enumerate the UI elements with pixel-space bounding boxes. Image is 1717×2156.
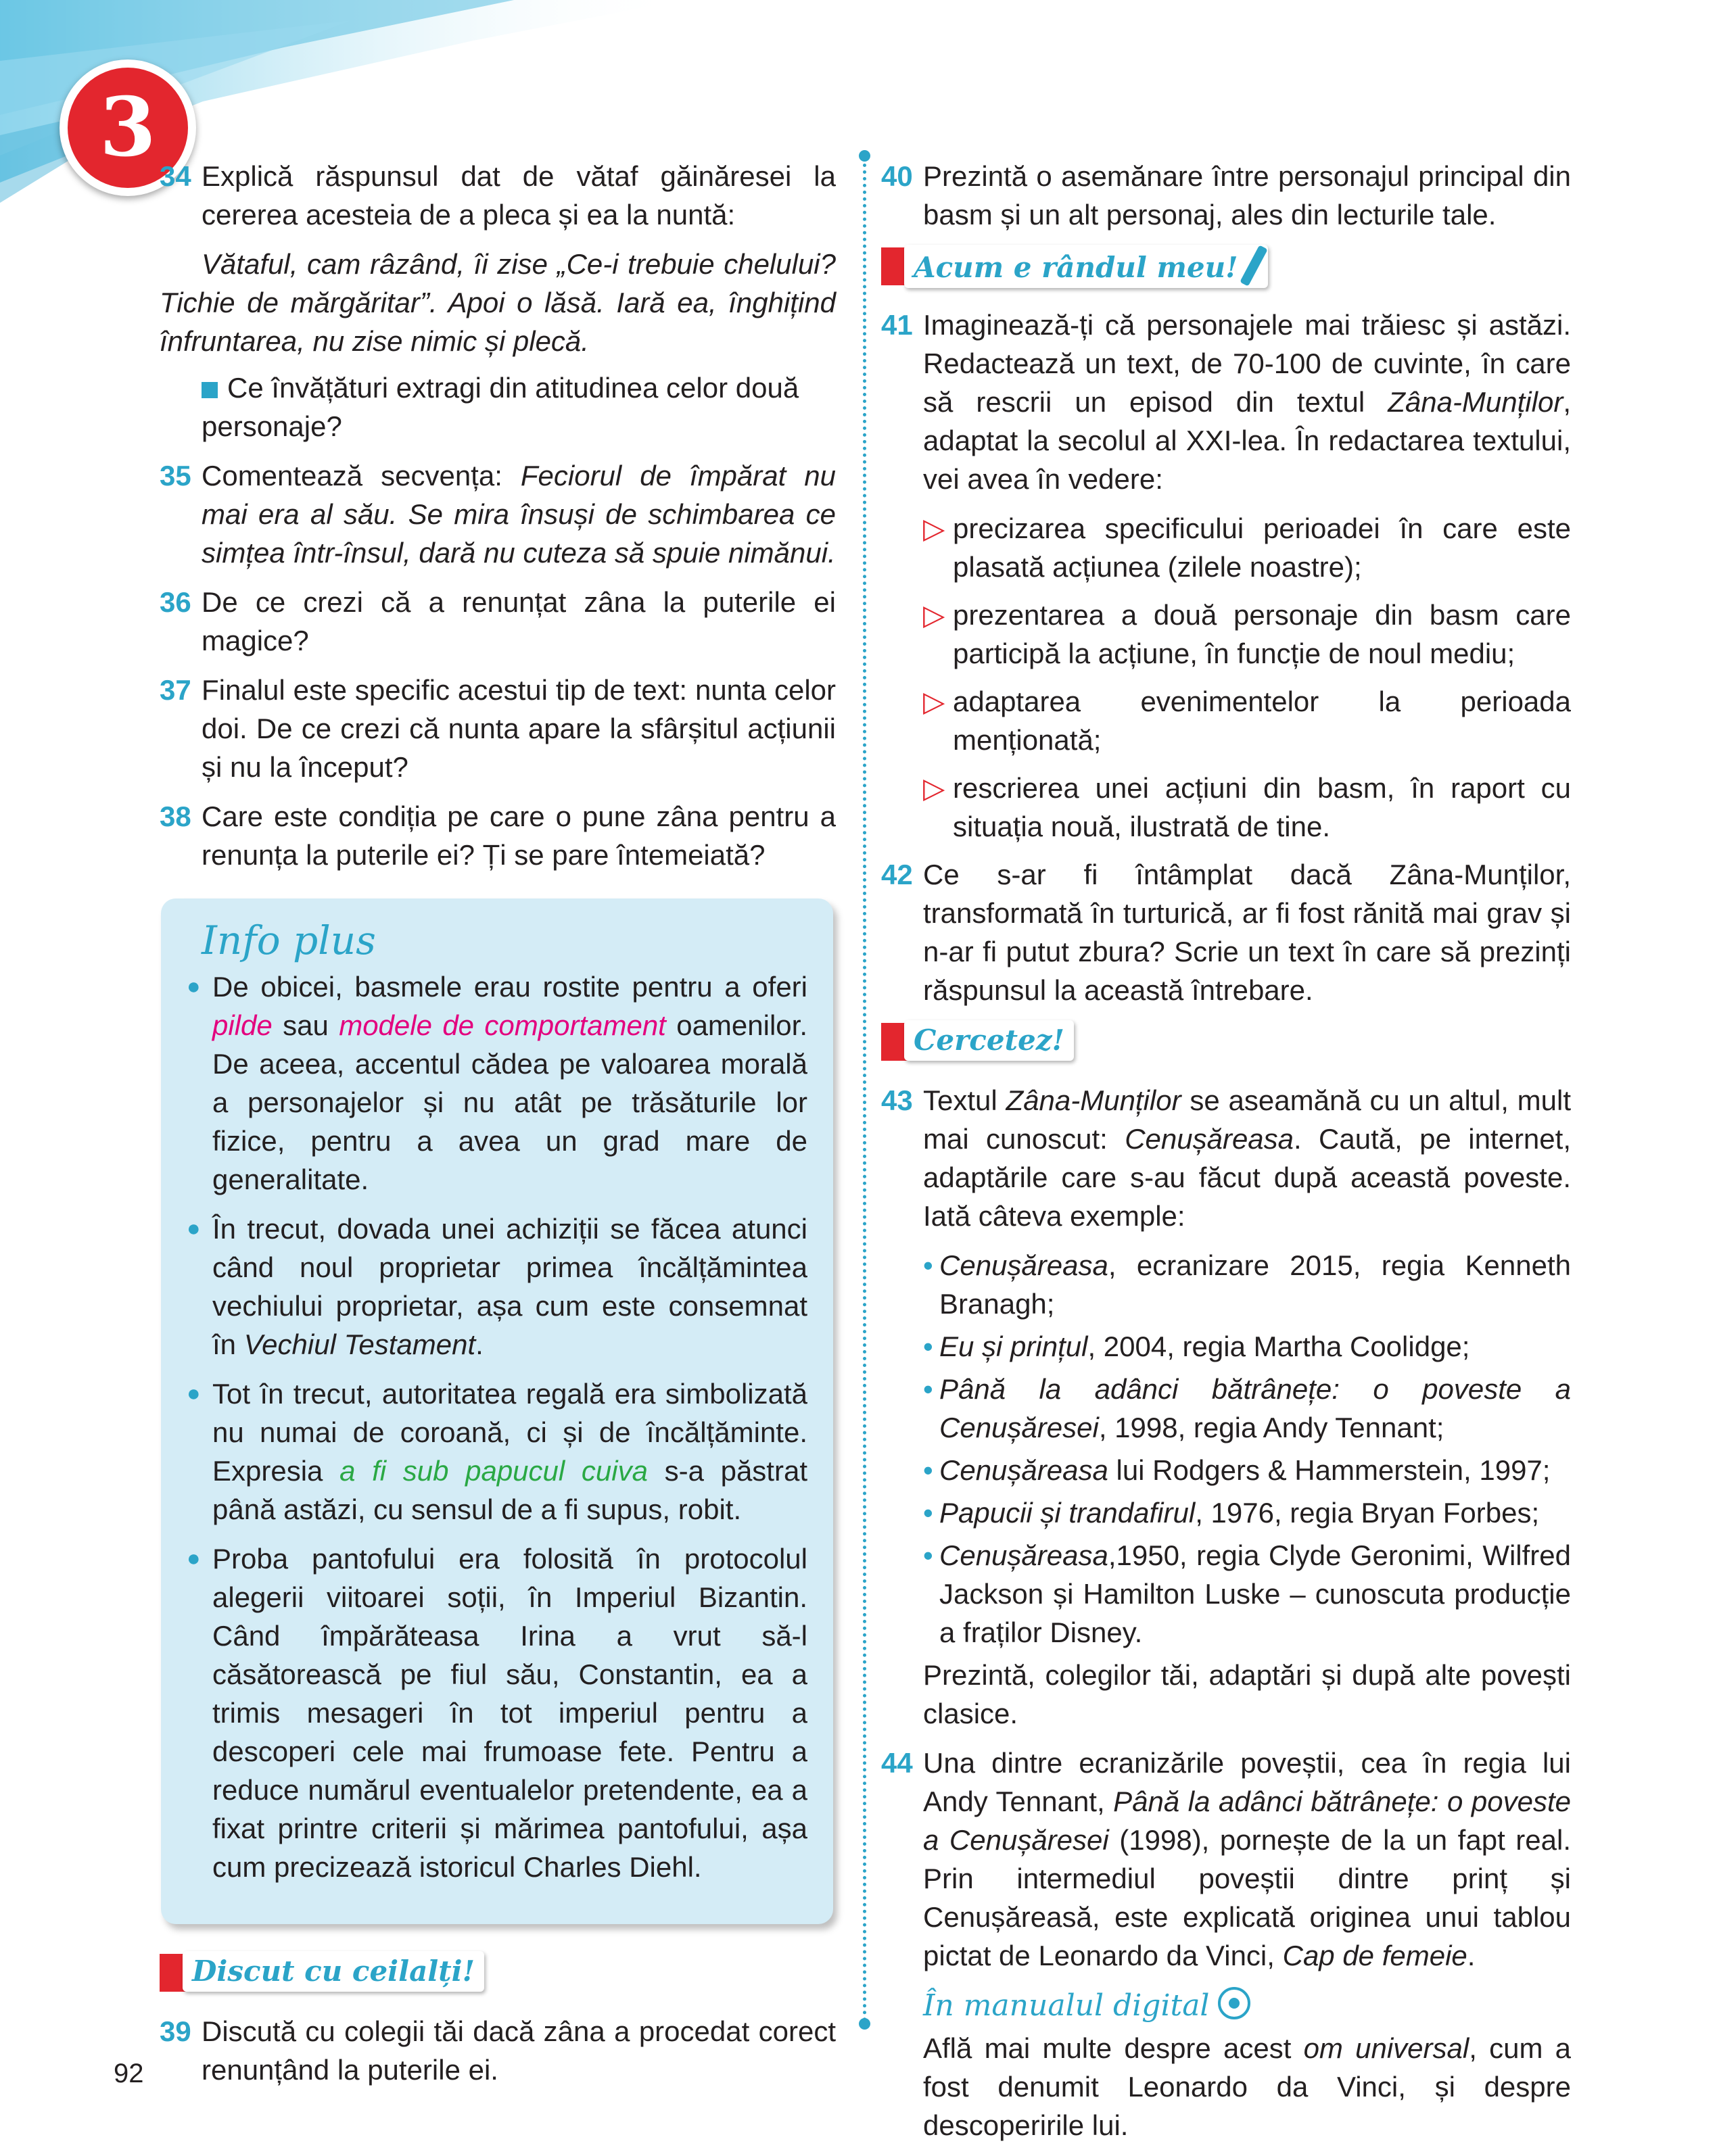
digital-manual-heading[interactable] [923, 1986, 1571, 2026]
exercise-36 [160, 583, 836, 660]
exercise-43 [881, 1081, 1571, 1235]
film-title: Până la adânci bătrânețe: o poveste a Cenușăresei [939, 1373, 1571, 1443]
chapter-badge: 3 [60, 59, 196, 196]
exercise-text: , adaptat la secolul al XXI-lea. În redactarea textului, vei avea în vedere: [923, 386, 1571, 495]
digital-text: Află mai multe despre acest [923, 2032, 1304, 2064]
exercise-text: Una dintre ecranizările poveștii, cea în regia lui Andy Tennant, [923, 1747, 1571, 1817]
film-title: Eu și prințul [939, 1331, 1088, 1362]
exercise-number: 37 [160, 674, 191, 706]
digital-manual-title: În manualul digital [923, 1988, 1210, 2023]
info-text: Proba pantofului era folosită în protocolul alegerii viitoarei soții, în Imperiul Bizantin. Când împărăteasa Irina a vrut să-l căsătorească pe fiul său, Constantin, ea a trimis mesageri în tot imperiul pentru a descoperi cele mai frumoase fete. Pentru a reduce numărul eventualelor pretendente, ea a fixat printre criterii și mărimea pantofului, așa cum precizează istoricul Charles Diehl. [212, 1543, 807, 1883]
section-cercetez [881, 1020, 1571, 1063]
adaptation-item [923, 1246, 1571, 1323]
exercise-35 [160, 456, 836, 572]
right-column [881, 157, 1571, 2155]
book-title: Vechiul Testament [243, 1328, 476, 1360]
pen-icon [1240, 245, 1267, 286]
requirement-item: ▷ rescrierea unei acțiuni din basm, în raport cu situația nouă, ilustrată de tine. [923, 769, 1571, 846]
section-discut [160, 1951, 836, 1994]
film-details: , ecranizare 2015, regia Kenneth Branagh; [939, 1249, 1571, 1320]
film-title: Cenușăreasa [939, 1454, 1108, 1486]
info-bullet [187, 1374, 807, 1529]
exercise-text: Comentează secvența: [202, 460, 521, 492]
text-title: Cenușăreasa [1125, 1123, 1294, 1155]
exercise-text: . [1467, 1940, 1476, 1971]
exercise-number: 34 [160, 160, 191, 192]
exercise-42 [881, 855, 1571, 1009]
exercise-text: Imaginează-ți că personajele mai trăiesc și astăzi. Redactează un text, de 70-100 de cuvinte, în care să rescrii un episod din textul [923, 309, 1571, 418]
exercise-text: se aseamănă cu un altul, mult mai cunoscut: [923, 1084, 1571, 1155]
quote-text: Vătaful, cam râzând, îi zise „Ce-i trebuie chelului? Tichie de mărgăritar”. Apoi o lăsă. Iară ea, înghițind înfruntarea, nu zise nimic și plecă. [160, 248, 836, 357]
exercise-number: 36 [160, 586, 191, 618]
highlight-text: pilde [212, 1009, 273, 1041]
adaptation-item [923, 1370, 1571, 1447]
info-plus-title: Info plus [202, 917, 376, 963]
film-details: ,1950, regia Clyde Geronimi, Wilfred Jackson și Hamilton Luske – cunoscuta producție a fraților Disney. [939, 1539, 1571, 1648]
info-bullet [187, 1539, 807, 1886]
info-text: sau [272, 1009, 339, 1041]
exercise-44 [881, 1744, 1571, 1975]
exercise-number: 41 [881, 309, 913, 341]
requirement-item: ▷ adaptarea evenimentelor la perioada menționată; [923, 682, 1571, 759]
exercise-40 [881, 157, 1571, 234]
adaptation-item [923, 1451, 1571, 1489]
info-text: . [475, 1328, 484, 1360]
exercise-number: 44 [881, 1747, 913, 1779]
exercise-text: Prezintă o asemănare între personajul principal din basm și un alt personaj, ales din lecturile tale. [923, 160, 1571, 231]
adaptation-item [923, 1493, 1571, 1532]
film-details: lui Rodgers & Hammerstein, 1997; [1108, 1454, 1551, 1486]
exercise-37 [160, 671, 836, 786]
exercise-text: (1998), pornește de la un fapt real. Prin intermediul poveștii dintre prinț și Cenușăreasă, este explicată originea unui tablou pictat de Leonardo da Vinci, [923, 1824, 1571, 1971]
exercise-number: 43 [881, 1084, 913, 1116]
section-title [904, 245, 1268, 288]
exercise-number: 35 [160, 460, 191, 492]
exercise-text: . Caută, pe internet, adaptările care s-au făcut după această poveste. Iată câteva exemple: [923, 1123, 1571, 1232]
info-text: De obicei, basmele erau rostite pentru a oferi [212, 971, 807, 1003]
exercise-text: Ce s-ar fi întâmplat dacă Zâna-Munților, transformată în turturică, ar fi fost rănită mai grav și n-ar fi putut zbura? Scrie un text în care să prezinți răspunsul la această întrebare. [923, 859, 1571, 1006]
page-number: 92 [114, 2059, 144, 2088]
adaptation-item [923, 1536, 1571, 1652]
digital-text: , cum a fost denumit Leonardo da Vinci, și despre descoperirile lui. [923, 2032, 1571, 2141]
exercise-text: Textul [923, 1084, 1006, 1116]
exercise-34 [160, 157, 836, 234]
section-title: Discut cu ceilalți! [183, 1951, 484, 1992]
info-bullet [187, 967, 807, 1199]
exercise-number: 38 [160, 800, 191, 832]
section-title: Cercetez! [904, 1020, 1074, 1061]
exercise-text: Care este condiția pe care o pune zâna pentru a renunța la puterile ei? Ți se pare întemeiată? [202, 800, 836, 871]
left-column [160, 157, 836, 2100]
info-text: s-a păstrat până astăzi, cu sensul de a fi supus, robit. [212, 1455, 807, 1525]
exercise-38 [160, 797, 836, 874]
digital-manual-text [881, 2029, 1571, 2145]
info-plus-box [161, 899, 833, 1924]
text-title: Zâna-Munților [1006, 1084, 1181, 1116]
film-details: , 1976, regia Bryan Forbes; [1195, 1497, 1540, 1529]
exercise-quote: Feciorul de împărat nu mai era al său. Se mira însuși de schimbarea ce simțea într-însul, dară nu cuteza să spuie nimănui. [202, 460, 836, 569]
exercise-text: De ce crezi că a renunțat zâna la puterile ei magice? [202, 586, 836, 656]
subquestion-text: Ce învățături extragi din atitudinea celor două personaje? [202, 372, 799, 442]
requirement-item: ▷ precizarea specificului perioadei în care este plasată acțiunea (zilele noastre); [923, 509, 1571, 586]
exercise-number: 42 [881, 859, 913, 890]
square-bullet-icon [202, 382, 218, 398]
info-text: În trecut, dovada unei achiziții se făcea atunci când noul proprietar primea încălțămintea vechiului proprietar, așa cum este consemnat în [212, 1213, 807, 1360]
film-details: , 1998, regia Andy Tennant; [1098, 1412, 1444, 1443]
text-title: Zâna-Munților [1388, 386, 1563, 418]
film-title: Cenușăreasa [939, 1539, 1108, 1571]
section-acum [881, 245, 1571, 288]
requirement-item: ▷ prezentarea a două personaje din basm care participă la acțiune, în funcție de noul mediu; [923, 596, 1571, 673]
film-title: Până la adânci bătrânețe: o poveste a Cenușăresei [923, 1786, 1571, 1856]
exercise-text: Finalul este specific acestui tip de text: nunta celor doi. De ce crezi că nunta apare la sfârșitul acțiunii și nu la început? [202, 674, 836, 783]
film-title: Papucii și trandafirul [939, 1497, 1196, 1529]
info-text: oamenilor. De aceea, accentul cădea pe valoarea morală a personajelor și nu atât pe trăsăturile lor fizice, pentru a avea un grad mare de generalitate. [212, 1009, 807, 1195]
exercise-41 [881, 306, 1571, 498]
expression-text: a fi sub papucul cuiva [339, 1455, 648, 1487]
info-text: Tot în trecut, autoritatea regală era simbolizată nu numai de coroană, ci și de încălțăminte. Expresia [212, 1378, 807, 1487]
film-details: , 2004, regia Martha Coolidge; [1087, 1331, 1470, 1362]
section-title-text: Acum e rândul meu! [914, 251, 1238, 284]
column-divider [863, 157, 866, 2023]
film-title: Cenușăreasa [939, 1249, 1108, 1281]
exercise-text: Discută cu colegii tăi dacă zâna a procedat corect renunțând la puterile ei. [202, 2015, 836, 2086]
exercise-34-subquestion [160, 368, 836, 446]
exercise-number: 40 [881, 160, 913, 192]
exercise-text: Explică răspunsul dat de vătaf găinăresei la cererea acesteia de a pleca și ea la nuntă: [202, 160, 836, 231]
highlight-text: modele de comportament [339, 1009, 666, 1041]
info-bullet [187, 1209, 807, 1364]
exercise-43-outro: Prezintă, colegilor tăi, adaptări și după alte povești clasice. [923, 1659, 1571, 1729]
painting-title: Cap de femeie [1282, 1940, 1467, 1971]
highlight-term: om universal [1303, 2032, 1469, 2064]
disc-icon[interactable] [1218, 1987, 1250, 2019]
exercise-number: 39 [160, 2015, 191, 2047]
adaptation-item [923, 1327, 1571, 1366]
exercise-39 [160, 2012, 836, 2089]
